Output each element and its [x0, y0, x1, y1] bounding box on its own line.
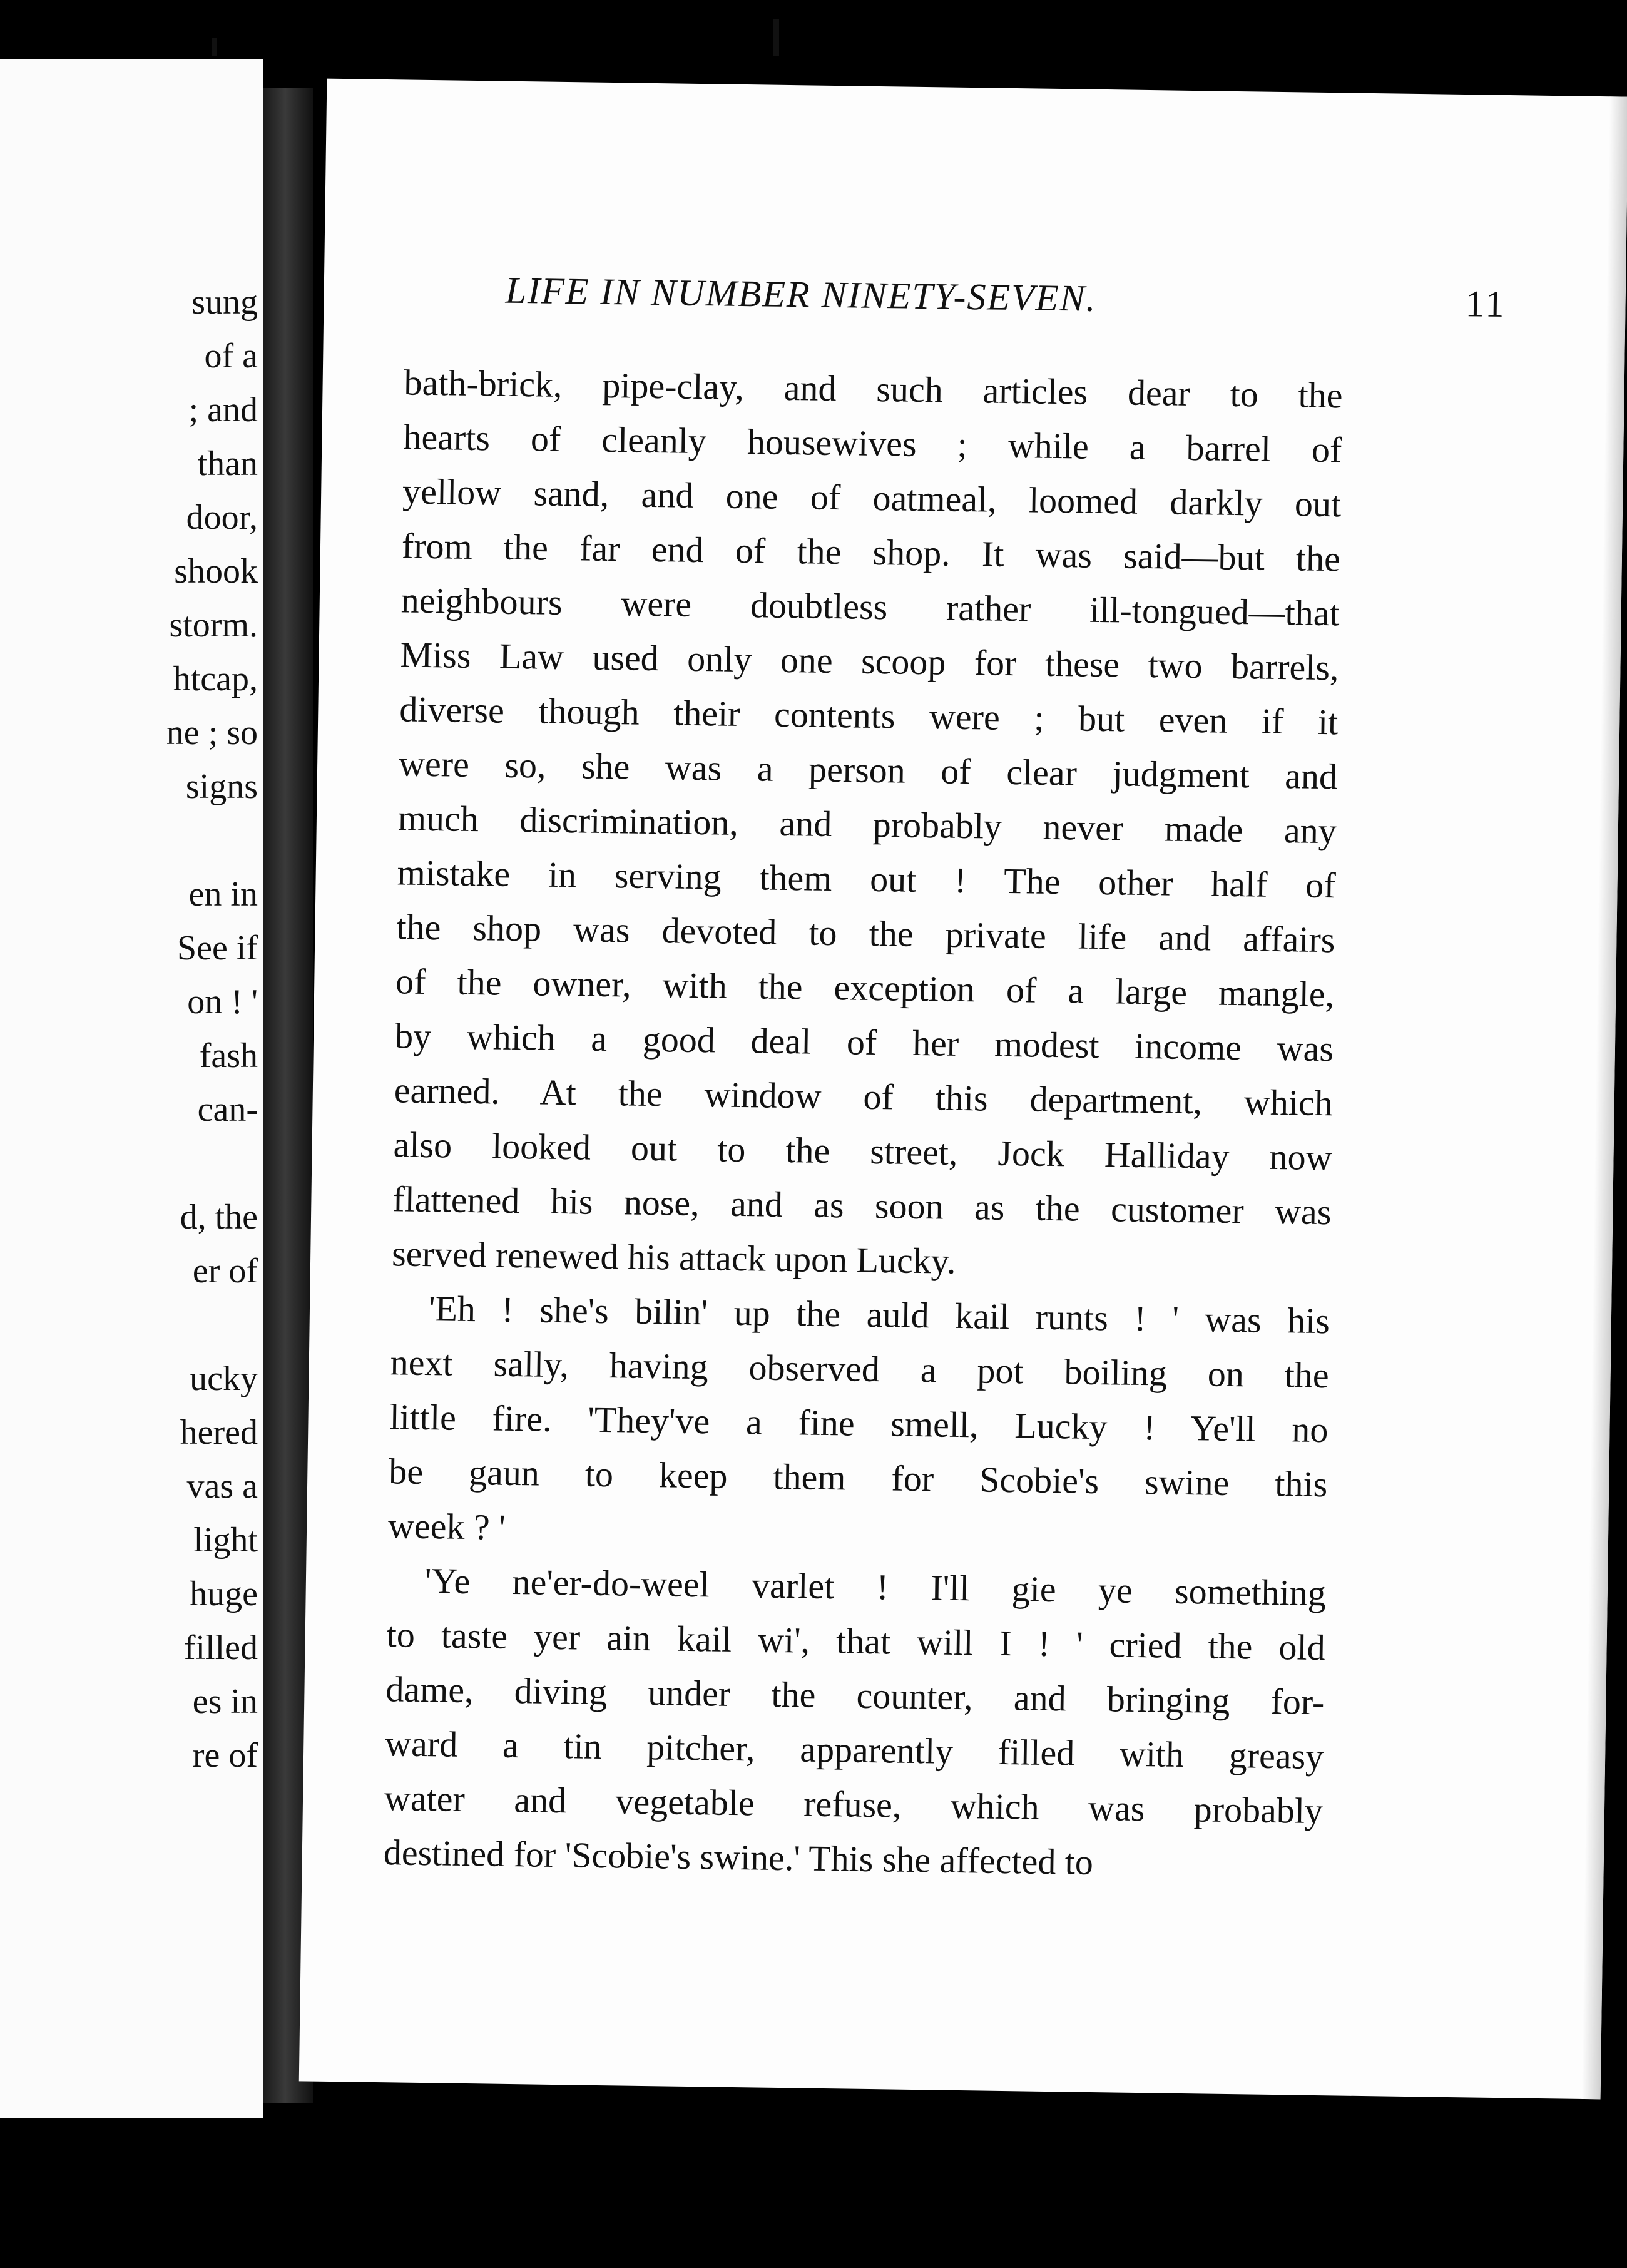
left-page-line-fragment: signs — [185, 767, 258, 806]
text-line: were so, she was a person of clear judgment and — [398, 743, 1338, 797]
text-line: dame, diving under the counter, and bringing for- — [385, 1668, 1325, 1723]
page-number: 11 — [1465, 283, 1507, 325]
left-page-line-fragment: ucky — [190, 1359, 258, 1398]
text-line: week ? ' — [387, 1505, 506, 1548]
text-line: the shop was devoted to the private life and affairs — [396, 906, 1335, 961]
text-line: to taste yer ain kail wi', that will I ! ' cried the old — [386, 1614, 1326, 1668]
left-page-line-fragment: than — [197, 444, 258, 483]
text-line: water and vegetable refuse, which was probably — [384, 1777, 1324, 1832]
text-line: flattened his nose, and as soon as the customer was — [392, 1178, 1332, 1233]
left-page-line-fragment: er of — [192, 1252, 258, 1290]
text-line: little fire. 'They've a fine smell, Lucky ! Ye'll no — [389, 1396, 1329, 1451]
left-page-line-fragment: See if — [176, 929, 258, 968]
text-line: served renewed his attack upon Lucky. — [391, 1233, 956, 1282]
text-line: bath-brick, pipe-clay, and such articles dear to the — [404, 362, 1343, 416]
running-head-title: LIFE IN NUMBER NINETY-SEVEN. — [505, 269, 1097, 319]
left-page-line-fragment: fash — [199, 1036, 258, 1075]
body-text — [383, 355, 1343, 1893]
left-page-line-fragment: on ! ' — [187, 983, 258, 1021]
left-page-line-fragment: filled — [183, 1628, 258, 1667]
left-page-line-fragment: storm. — [169, 606, 258, 645]
text-line: hearts of cleanly housewives ; while a barrel of — [403, 416, 1342, 471]
left-page-line-fragment: re of — [192, 1736, 258, 1775]
left-facing-page — [0, 59, 263, 2118]
text-line: destined for 'Scobie's swine.' This she affected to — [383, 1832, 1094, 1883]
text-line: be gaun to keep them for Scobie's swine this — [388, 1451, 1328, 1505]
paragraph — [383, 1553, 1326, 1893]
left-page-line-fragment: vas a — [186, 1467, 258, 1506]
left-page-line-fragment: es in — [192, 1682, 258, 1721]
text-line: also looked out to the street, Jock Halliday now — [393, 1124, 1332, 1178]
left-page-line-fragment: ; and — [188, 391, 258, 429]
text-line: from the far end of the shop. It was said—but the — [401, 525, 1341, 580]
left-page-line-fragment: door, — [186, 498, 258, 537]
left-page-line-fragment: htcap, — [173, 660, 258, 698]
left-page-line-fragment: of a — [204, 337, 258, 375]
left-page-line-fragment: can- — [197, 1090, 258, 1129]
scan-artifact — [773, 19, 779, 56]
text-line: Miss Law used only one scoop for these two barrels, — [400, 634, 1339, 688]
text-line: next sally, having observed a pot boiling on the — [390, 1342, 1330, 1396]
text-line: 'Eh ! she's bilin' up the auld kail runts ! ' was his — [428, 1288, 1330, 1342]
page-edge — [1582, 96, 1627, 2099]
paragraph — [392, 355, 1344, 1294]
left-page-line-fragment: sung — [191, 283, 258, 322]
text-line: by which a good deal of her modest income was — [394, 1015, 1334, 1070]
left-page-line-fragment: huge — [190, 1575, 258, 1613]
text-line: ward a tin pitcher, apparently filled with greasy — [384, 1723, 1324, 1777]
running-header — [505, 269, 1507, 326]
text-line: earned. At the window of this department, which — [394, 1070, 1334, 1124]
left-page-line-fragment: ne ; so — [166, 713, 258, 752]
text-line: yellow sand, and one of oatmeal, loomed darkly out — [402, 471, 1342, 525]
text-line: 'Ye ne'er-do-weel varlet ! I'll gie ye something — [424, 1560, 1327, 1614]
left-page-line-fragment: d, the — [180, 1198, 258, 1237]
scan-artifact — [212, 38, 217, 56]
text-line: mistake in serving them out ! The other half of — [397, 852, 1337, 906]
text-line: neighbours were doubtless rather ill-tongued—that — [400, 580, 1340, 634]
left-page-line-fragment: en in — [188, 875, 258, 914]
right-page — [299, 79, 1627, 2100]
left-page-line-fragment: light — [193, 1521, 258, 1560]
paragraph — [388, 1280, 1330, 1566]
text-line: much discrimination, and probably never made any — [397, 797, 1337, 852]
left-page-line-fragment: hered — [180, 1413, 258, 1452]
text-line: diverse though their contents were ; but even if it — [399, 688, 1339, 743]
left-page-line-fragment: shook — [174, 552, 258, 591]
text-line: of the owner, with the exception of a large mangle, — [395, 961, 1335, 1015]
